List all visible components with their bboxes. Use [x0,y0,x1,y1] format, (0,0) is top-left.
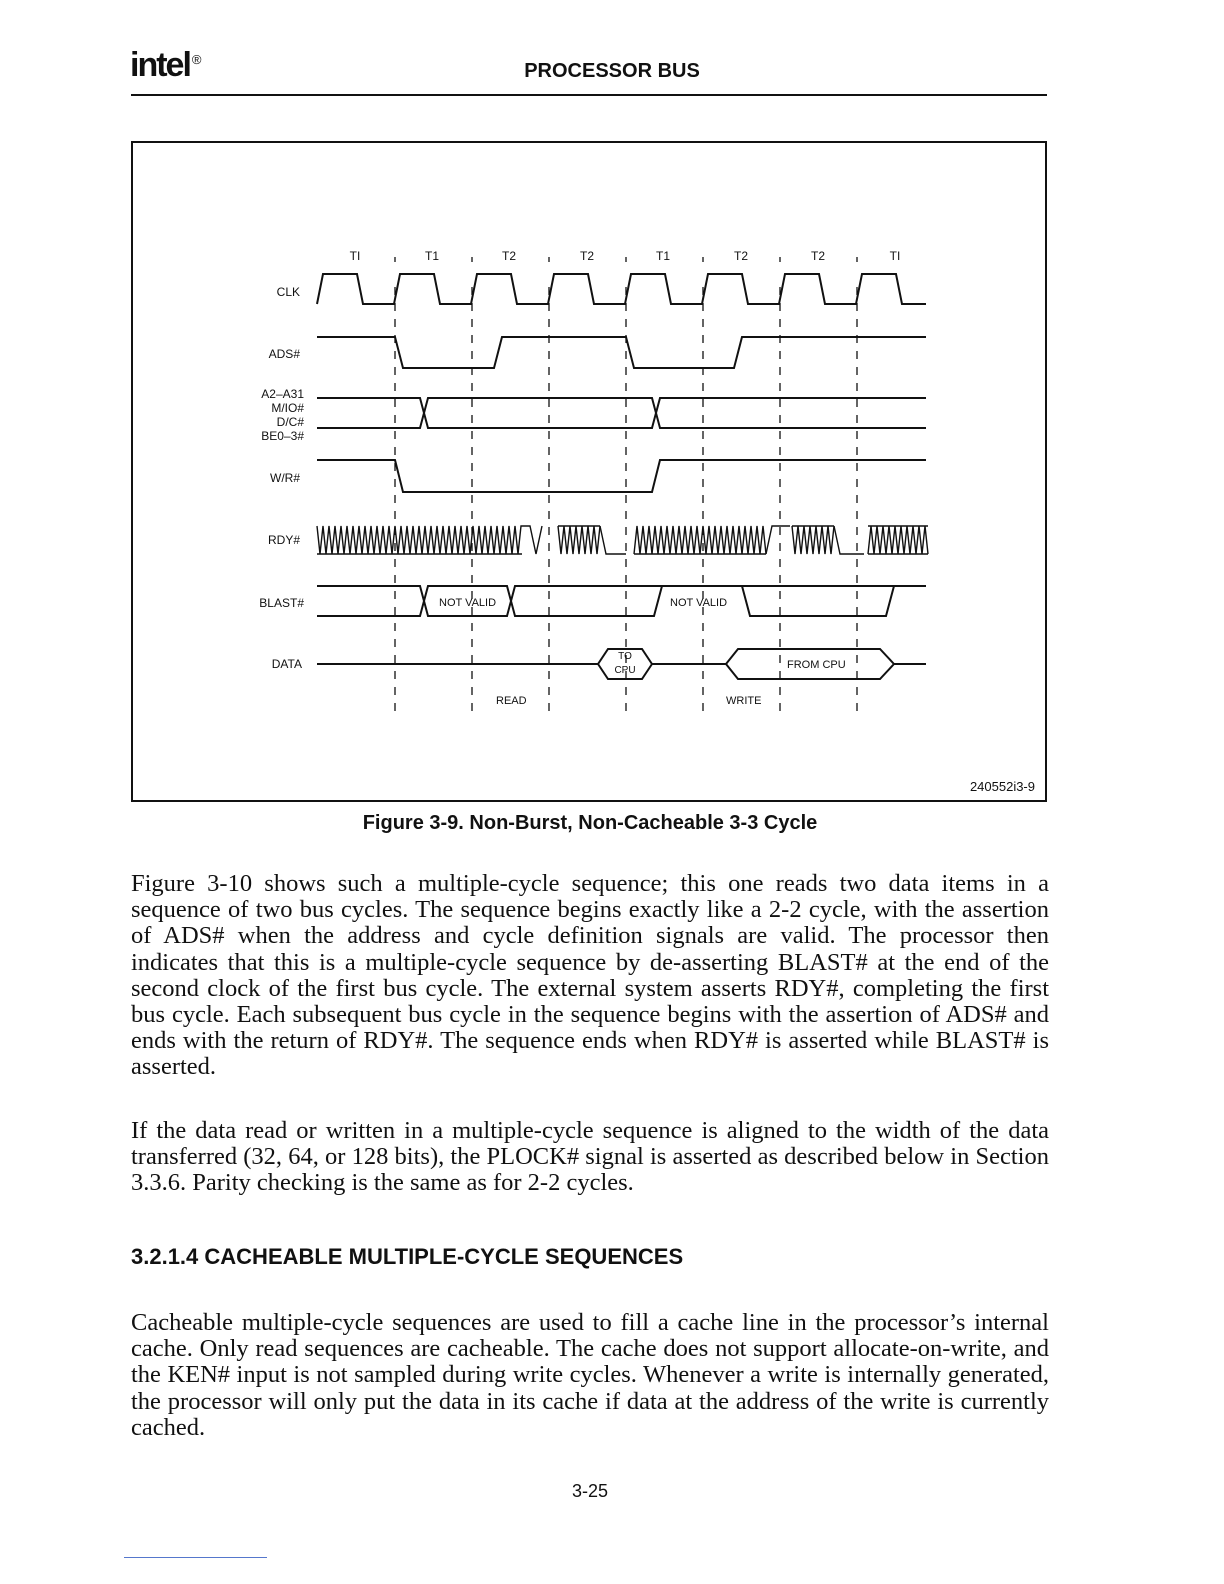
state-label: T2 [810,249,826,263]
cpu-label: CPU [614,665,636,676]
body-paragraph-1: Figure 3-10 shows such a multiple-cycle sequence; this one reads two data items in a sequence of two bus cycles. The sequence begins exactly like a 2-2 cycle, with the assertion of ADS# when the address and cycle definition signals are valid. The processor then indicates that this is a multiple-cycle sequence by de-asserting BLAST# at the end of the second clock of the first bus cycle. The external system asserts RDY#, completing the first bus cycle. Each subsequent bus cycle in the sequence begins with the assertion of ADS# and ends with the return of RDY#. The sequence ends when RDY# is asserted while BLAST# is asserted. [131,870,1049,1081]
rdy-hatch-5 [868,526,928,554]
read-label: READ [496,695,527,707]
rdy-low-2 [834,526,864,554]
not-valid-label-2: NOT VALID [670,597,728,609]
from-cpu-label: FROM CPU [787,659,846,671]
signal-label-blast: BLAST# [259,596,304,610]
rdy-hatch-1 [317,526,522,554]
to-label: TO [618,651,632,662]
registered-mark: ® [191,52,202,67]
state-label: T2 [733,249,749,263]
clk-waveform [317,274,926,304]
signal-label-wr: W/R# [270,471,300,485]
rdy-asserted-2 [766,526,790,554]
running-header-title: PROCESSOR BUS [524,60,700,82]
signal-label-ads: ADS# [268,347,300,361]
address-bus-waveform [317,398,926,428]
body-paragraph-2: If the data read or written in a multiple-cycle sequence is aligned to the width of the data transferred (32, 64, or 128 bits), the PLOCK# signal is asserted as described below in Section 3.3.6. Parity checking is the same as for 2-2 cycles. [131,1117,1049,1197]
body-paragraph-3: Cacheable multiple-cycle sequences are used to fill a cache line in the processor’s internal cache. Only read sequences are cacheable. The cache does not support allocate-on-write, and the KEN# input is not sampled during write cycles. Whenever a write is internally generated, the processor will only put the data in its cache if data at the address of the write is currently cached. [131,1309,1049,1441]
signal-label-clk: CLK [276,285,300,299]
section-heading: 3.2.1.4 CACHEABLE MULTIPLE-CYCLE SEQUENCES [131,1244,684,1269]
blast-waveform [317,586,926,616]
wr-waveform [317,460,926,492]
intel-logo: intel ® [130,46,202,84]
page-number: 3-25 [571,1481,609,1501]
timing-diagram-figure [131,141,1047,802]
write-label: WRITE [726,695,762,707]
rdy-hatch-4 [792,526,834,554]
signal-label-be: BE0–3# [261,429,304,443]
state-label: T2 [579,249,595,263]
state-label: T1 [424,249,440,263]
signal-label-addr: A2–A31 [261,387,304,401]
footer-rule [124,1557,267,1558]
state-label: T2 [501,249,517,263]
rdy-asserted-1 [522,526,542,554]
state-label: TI [889,249,901,263]
signal-label-mio: M/IO# [271,401,304,415]
timing-diagram [133,143,1045,800]
header-rule [131,94,1047,96]
not-valid-label-1: NOT VALID [439,597,497,609]
rdy-hatch-2 [558,526,600,554]
figure-id: 240552i3-9 [969,779,1035,794]
ads-waveform [317,337,926,368]
rdy-hatch-3 [634,526,766,554]
state-label: TI [349,249,361,263]
rdy-low-1 [600,526,626,554]
state-label: T1 [655,249,671,263]
signal-label-rdy: RDY# [267,533,300,547]
signal-label-dc: D/C# [276,415,304,429]
signal-label-data: DATA [271,657,302,671]
figure-caption: Figure 3-9. Non-Burst, Non-Cacheable 3-3 Cycle [362,812,818,834]
